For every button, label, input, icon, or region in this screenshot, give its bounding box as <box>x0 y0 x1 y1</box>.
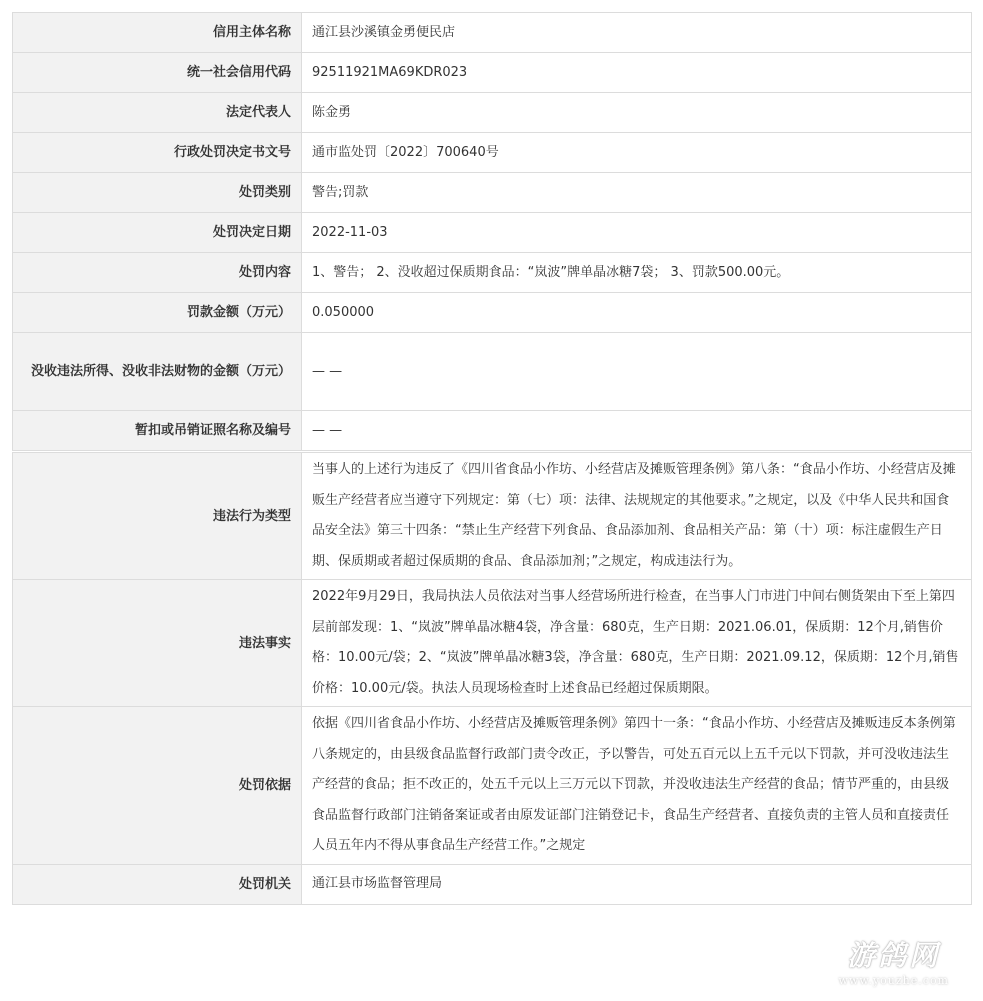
row-label-decision-number: 行政处罚决定书文号 <box>13 133 302 173</box>
row-value-violation-facts: 2022年9月29日，我局执法人员依法对当事人经营场所进行检查，在当事人门市进门中间右侧货架由下至上第四层前部发现：1、“岚波”牌单晶冰糖4袋，净含量：680克，生产日期：2021.06.01，保质期：12个月,销售价格：10.00元/袋；2、“岚波”牌单晶冰糖3袋，净含量：680克，生产日期：2021.09.12，保质期：12个月,销售价格：10.00元/袋。执法人员现场检查时上述食品已经超过保质期限。 <box>302 580 972 707</box>
row-value-decision-date: 2022-11-03 <box>302 213 972 253</box>
row-label-confiscation-amount: 没收违法所得、没收非法财物的金额（万元） <box>13 333 302 411</box>
table-row <box>13 173 972 213</box>
row-label-credit-code: 统一社会信用代码 <box>13 53 302 93</box>
table-row <box>13 213 972 253</box>
row-value-license-revoked: — — <box>302 411 972 451</box>
row-label-penalty-type: 处罚类别 <box>13 173 302 213</box>
row-label-decision-date: 处罚决定日期 <box>13 213 302 253</box>
row-label-penalty-basis: 处罚依据 <box>13 707 302 865</box>
row-label-violation-facts: 违法事实 <box>13 580 302 707</box>
table-row <box>13 53 972 93</box>
row-label-credit-subject: 信用主体名称 <box>13 13 302 53</box>
table-row <box>13 293 972 333</box>
row-value-penalty-basis: 依据《四川省食品小作坊、小经营店及摊贩管理条例》第四十一条：“食品小作坊、小经营店及摊贩违反本条例第八条规定的，由县级食品监督行政部门责令改正，予以警告，可处五百元以上五千元以下罚款，并可没收违法生产经营的食品；拒不改正的，处五千元以上三万元以下罚款，并没收违法生产经营的食品；情节严重的，由县级食品监督行政部门注销备案证或者由原发证部门注销登记卡，食品生产经营者、直接负责的主管人员和直接责任人员五年内不得从事食品生产经营工作。”之规定 <box>302 707 972 865</box>
watermark-title: 游鸽网 <box>847 939 941 972</box>
row-value-legal-rep: 陈金勇 <box>302 93 972 133</box>
row-value-confiscation-amount: — — <box>302 333 972 411</box>
table-row <box>13 93 972 133</box>
row-label-legal-rep: 法定代表人 <box>13 93 302 133</box>
row-value-fine-amount: 0.050000 <box>302 293 972 333</box>
table-row <box>13 253 972 293</box>
table-row <box>13 580 972 707</box>
row-label-violation-type: 违法行为类型 <box>13 453 302 580</box>
table-row <box>13 13 972 53</box>
row-label-fine-amount: 罚款金额（万元） <box>13 293 302 333</box>
table-row <box>13 333 972 411</box>
row-value-credit-code: 92511921MA69KDR023 <box>302 53 972 93</box>
row-value-penalty-type: 警告;罚款 <box>302 173 972 213</box>
row-value-decision-number: 通市监处罚〔2022〕700640号 <box>302 133 972 173</box>
site-watermark <box>839 934 949 987</box>
row-value-penalty-authority: 通江县市场监督管理局 <box>302 864 972 904</box>
table-row <box>13 411 972 451</box>
table-row <box>13 453 972 580</box>
row-value-penalty-content: 1、警告； 2、没收超过保质期食品：“岚波”牌单晶冰糖7袋； 3、罚款500.00元。 <box>302 253 972 293</box>
row-label-penalty-authority: 处罚机关 <box>13 864 302 904</box>
table-row <box>13 133 972 173</box>
violation-details-table <box>12 452 972 905</box>
row-value-credit-subject: 通江县沙溪镇金勇便民店 <box>302 13 972 53</box>
row-label-penalty-content: 处罚内容 <box>13 253 302 293</box>
row-value-violation-type: 当事人的上述行为违反了《四川省食品小作坊、小经营店及摊贩管理条例》第八条：“食品小作坊、小经营店及摊贩生产经营者应当遵守下列规定：第（七）项：法律、法规规定的其他要求。”之规定，以及《中华人民共和国食品安全法》第三十四条：“禁止生产经营下列食品、食品添加剂、食品相关产品：第（十）项：标注虚假生产日期、保质期或者超过保质期的食品、食品添加剂；”之规定，构成违法行为。 <box>302 453 972 580</box>
table-row <box>13 864 972 904</box>
row-label-license-revoked: 暂扣或吊销证照名称及编号 <box>13 411 302 451</box>
watermark-url: www.youzhe.com <box>838 974 949 987</box>
table-row <box>13 707 972 865</box>
credit-info-table <box>12 12 972 451</box>
